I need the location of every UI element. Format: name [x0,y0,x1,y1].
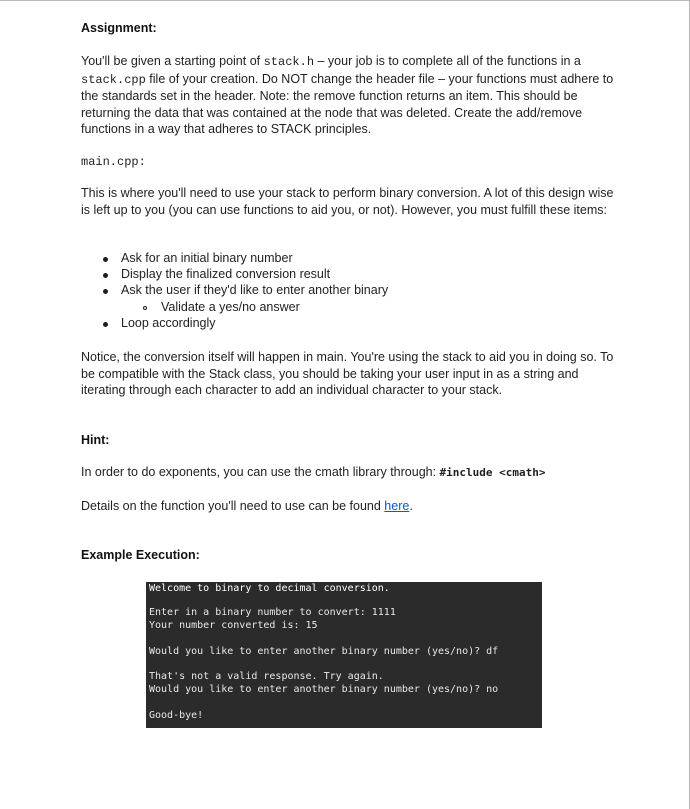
terminal-line: Would you like to enter another binary number (yes/no)? df [149,646,499,657]
terminal-line: Good-bye! [149,710,204,721]
list-item: Ask the user if they'd like to enter another binary [121,283,389,297]
bullet-icon [103,322,108,327]
include-cmath-code: #include <cmath> [439,466,546,479]
bullet-icon [103,289,108,294]
here-link[interactable]: here [384,499,410,513]
list-item: Display the finalized conversion result [121,267,331,281]
terminal-line: Enter in a binary number to convert: 1111 [149,607,396,618]
assignment-text-a: You'll be given a starting point of [81,54,264,68]
bullet-icon [103,273,108,278]
assignment-heading: Assignment: [81,21,157,35]
bullet-icon [103,257,108,262]
main-cpp-label: main.cpp: [81,155,146,169]
list-item: Ask for an initial binary number [121,251,293,265]
stack-cpp-code: stack.cpp [81,72,146,87]
terminal-line: Would you like to enter another binary number (yes/no)? no [149,684,499,695]
example-heading: Example Execution: [81,548,200,562]
list-item: Loop accordingly [121,316,216,330]
details-period: . [409,499,413,513]
terminal-line: Your number converted is: 15 [149,620,318,631]
details-text: Details on the function you'll need to use can be found [81,499,385,513]
hint-heading: Hint: [81,433,110,447]
terminal-line: That's not a valid response. Try again. [149,671,384,682]
assignment-text-b: – your job is to complete all of the functions in a [314,54,581,68]
notice-paragraph: Notice, the conversion itself will happen in main. You're using the stack to aid you in doing so. To be compatible with the Stack class, you should be taking your user input in as a string and iterating through each character to add an individual character to your stack. [81,350,614,398]
assignment-text-c: file of your creation. Do NOT change the header file – your functions must adhere to the standards set in the header. Note: the remove function returns an item. This should be returning the data that was contained at the node that was deleted. Create the add/remove functions in a way that adheres to STACK principles. [81,71,614,137]
main-cpp-paragraph: This is where you'll need to use your stack to perform binary conversion. A lot of this design wise is left up to you (you can use functions to aid you, or not). However, you must fulfill these items: [81,186,614,217]
assignment-paragraph [81,53,621,138]
hint-paragraph [81,464,621,482]
terminal-line: Welcome to binary to decimal conversion. [149,583,390,594]
hint-text: In order to do exponents, you can use the cmath library through: [81,465,440,479]
details-paragraph [81,498,621,515]
stack-h-code: stack.h [263,55,315,69]
circle-bullet-icon [143,306,147,310]
terminal-screenshot [146,582,542,728]
list-item-nested: Validate a yes/no answer [161,300,300,314]
